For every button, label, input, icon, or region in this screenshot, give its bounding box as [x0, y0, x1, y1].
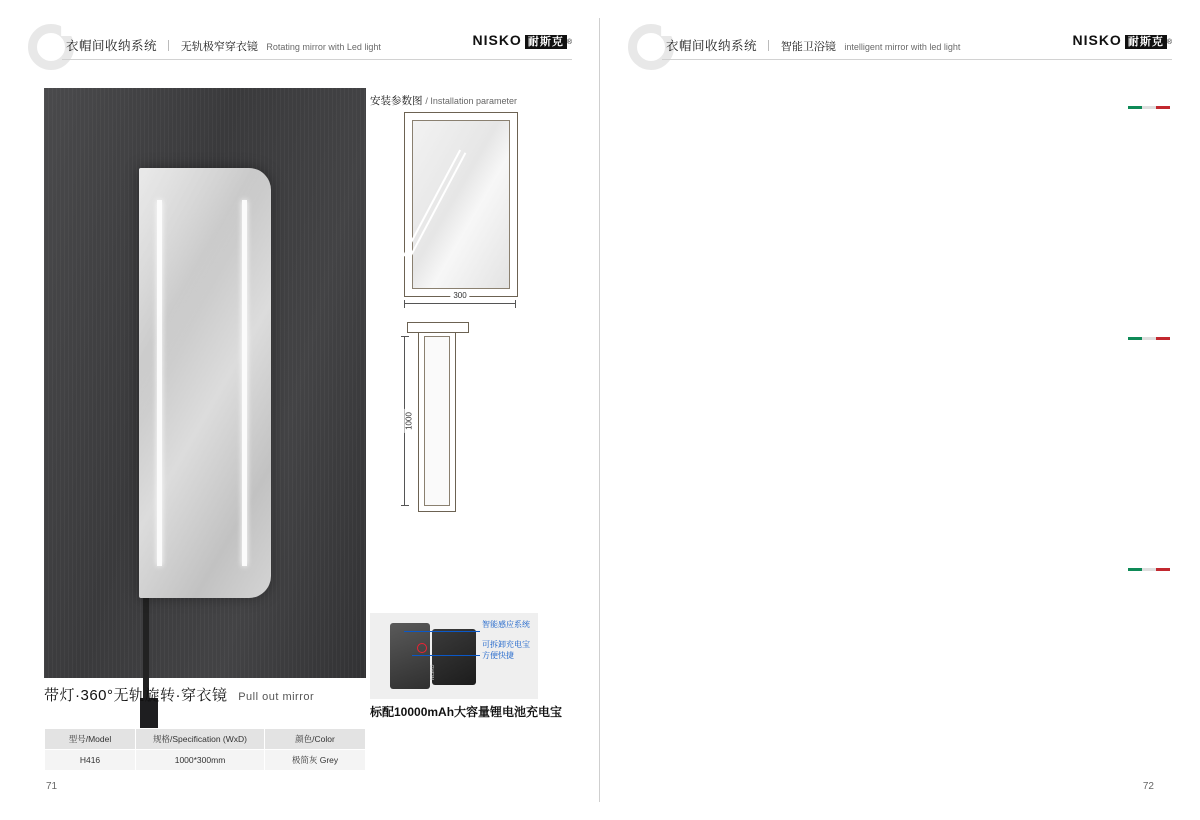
header-divider: [768, 40, 769, 51]
cell-model: H416: [45, 750, 136, 771]
accent-red: [1156, 568, 1170, 571]
accent-white: [1142, 568, 1156, 571]
drawing-glass-highlight: [403, 150, 461, 257]
accent-bar-3: [1128, 558, 1172, 561]
right-page-header: [628, 28, 1172, 70]
header-rule: [662, 59, 1172, 60]
accent-white: [1142, 337, 1156, 340]
header-divider: [168, 40, 169, 51]
col-specification: 规格/Specification (WxD): [136, 729, 265, 750]
brand-name-cn: 耐斯克: [1125, 35, 1167, 49]
header-product-title: 智能卫浴镜: [780, 41, 836, 53]
annotation-convenient: 方便快捷: [482, 651, 514, 660]
dimension-width: [404, 291, 516, 304]
header-text: [66, 36, 381, 55]
table-header-row: [45, 729, 366, 750]
installation-heading-cn: 安装参数图: [370, 95, 423, 107]
accent-red: [1156, 106, 1170, 109]
led-strip-right: [242, 200, 247, 566]
installation-drawing-front: [404, 112, 518, 297]
dimension-height: [404, 336, 414, 506]
annotation-line-2: [412, 655, 480, 656]
header-text: [666, 36, 960, 55]
product-photo-main: [44, 88, 366, 678]
accent-white: [1142, 106, 1156, 109]
battery-caption: 标配10000mAh大容量锂电池充电宝: [370, 705, 563, 719]
drawing-side-inner: [424, 336, 450, 506]
brand-registered-icon: ®: [566, 39, 572, 46]
page-number-left: 71: [46, 781, 58, 792]
accent-green: [1128, 106, 1142, 109]
brand-logo: [1072, 32, 1172, 49]
header-rule: [62, 59, 572, 60]
brand-name: NISKO: [472, 32, 522, 48]
installation-drawing-side: [418, 330, 456, 512]
header-series-title: 衣帽间收纳系统: [66, 39, 158, 53]
col-model: 型号/Model: [45, 729, 136, 750]
installation-heading: [370, 93, 517, 108]
col-color: 颜色/Color: [265, 729, 366, 750]
page-number-right: 72: [1142, 781, 1154, 792]
header-product-title-en: Rotating mirror with Led light: [266, 42, 381, 52]
battery-pack-label: NISKO: [430, 664, 436, 680]
accent-red: [1156, 337, 1170, 340]
dimension-height-label: 1000: [404, 409, 413, 433]
cell-specification: 1000*300mm: [136, 750, 265, 771]
header-product-title: 无轨极窄穿衣镜: [180, 41, 258, 53]
right-page: [600, 0, 1200, 820]
product-caption: [44, 684, 314, 705]
left-spec-table: [44, 728, 366, 771]
brand-name-cn: 耐斯克: [525, 35, 567, 49]
drawing-side-cap: [407, 322, 469, 333]
sensor-icon: [417, 643, 427, 653]
dimension-width-label: 300: [450, 291, 469, 300]
annotation-sensor: 智能感应系统: [482, 620, 530, 629]
brand-logo: [472, 32, 572, 49]
annotation-line-1: [404, 631, 480, 632]
drawing-mirror-face: [412, 120, 510, 289]
accent-bar-1: [1128, 96, 1172, 99]
accent-green: [1128, 568, 1142, 571]
header-product-title-en: intelligent mirror with led light: [844, 42, 961, 52]
product-caption-cn: 带灯·360°无轨旋转·穿衣镜: [44, 687, 228, 704]
accent-bar-2: [1128, 327, 1172, 330]
product-caption-en: Pull out mirror: [238, 691, 315, 703]
battery-dock: [390, 623, 430, 689]
battery-pack: [432, 629, 476, 685]
led-strip-left: [157, 200, 162, 566]
mirror-panel: [139, 168, 271, 598]
brand-name: NISKO: [1072, 32, 1122, 48]
cell-color: 极简灰 Grey: [265, 750, 366, 771]
accent-green: [1128, 337, 1142, 340]
annotation-removable: 可拆卸充电宝: [482, 640, 530, 649]
installation-heading-en: / Installation parameter: [425, 96, 517, 106]
brand-registered-icon: ®: [1166, 39, 1172, 46]
table-row: [45, 750, 366, 771]
left-page-header: [28, 28, 572, 70]
header-series-title: 衣帽间收纳系统: [666, 39, 758, 53]
